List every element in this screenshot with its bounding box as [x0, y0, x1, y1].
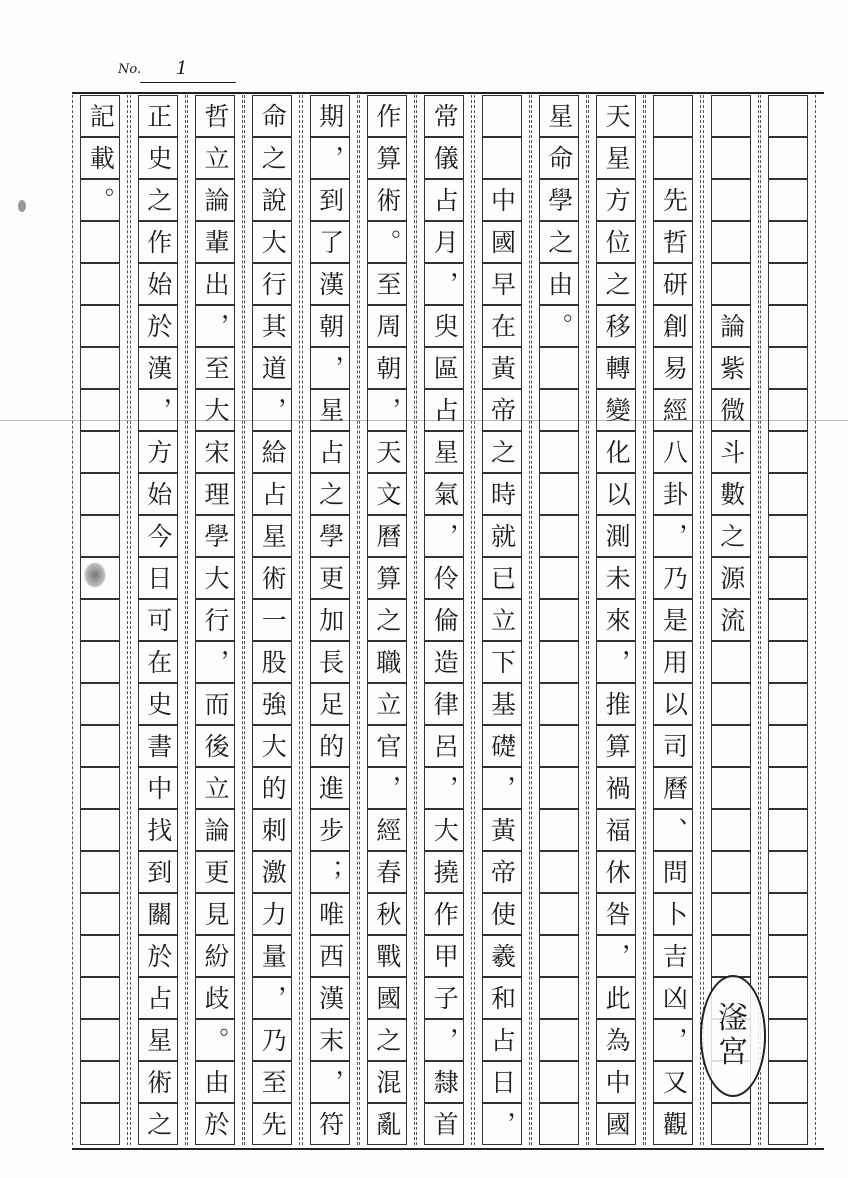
manuscript-column — [195, 95, 235, 1153]
manuscript-column — [482, 95, 522, 1153]
manuscript-column — [310, 95, 350, 1153]
manuscript-column — [653, 95, 693, 1153]
manuscript-column-text — [768, 95, 808, 1145]
manuscript-column — [80, 95, 120, 1145]
manuscript-column — [252, 95, 292, 1153]
manuscript-column-text: 記載。 — [86, 103, 116, 229]
manuscript-column-text: 常儀占月，臾區占星氣，伶倫造律呂，大撓作甲子，隸首 — [430, 103, 460, 1153]
seal-char: 滏 — [718, 1000, 748, 1036]
manuscript-column-text: 先哲研創易經八卦，乃是用以司曆、問卜吉凶，又觀 — [659, 103, 689, 1153]
grid-frame-top — [72, 92, 824, 94]
manuscript-column-text: 作算術。至周朝，天文曆算之職立官，經春秋戰國之混亂 — [372, 103, 402, 1153]
manuscript-column — [596, 95, 636, 1153]
manuscript-column — [138, 95, 178, 1153]
page-number-underline — [140, 82, 236, 83]
manuscript-column-text: 命之說大行其道，給占星術一股強大的刺激力量，乃至先 — [258, 103, 288, 1153]
manuscript-column-text: 期，到了漢朝，星占之學更加長足的進步；唯西漢末，符 — [315, 103, 345, 1153]
manuscript-column-text: 正史之作始於漢，方始今日可在史書中找到關於占星術之 — [143, 103, 173, 1153]
manuscript-column-text: 天星方位之移轉變化以測未來，推算禍福休咎，此為中國 — [602, 103, 632, 1153]
manuscript-column — [367, 95, 407, 1153]
ink-speck — [18, 200, 26, 212]
manuscript-column-text: 論紫微斗數之源流 — [716, 103, 746, 649]
manuscript-column — [424, 95, 464, 1153]
manuscript-column-text: 哲立論輩出，至大宋理學大行，而後立論更見紛歧。由於 — [201, 103, 230, 1153]
manuscript-column-text: 中國早在黃帝之時就已立下基礎，黃帝使羲和占日， — [487, 103, 517, 1153]
manuscript-column-text: 星命學之由。 — [544, 103, 574, 355]
page-number-value: 1 — [176, 58, 188, 79]
manuscript-column — [768, 95, 808, 1145]
ink-smudge — [84, 562, 106, 588]
seal-stamp — [700, 975, 766, 1097]
manuscript-column — [539, 95, 579, 1145]
seal-char: 宮 — [718, 1035, 748, 1070]
page-number-label: No. — [118, 62, 142, 77]
